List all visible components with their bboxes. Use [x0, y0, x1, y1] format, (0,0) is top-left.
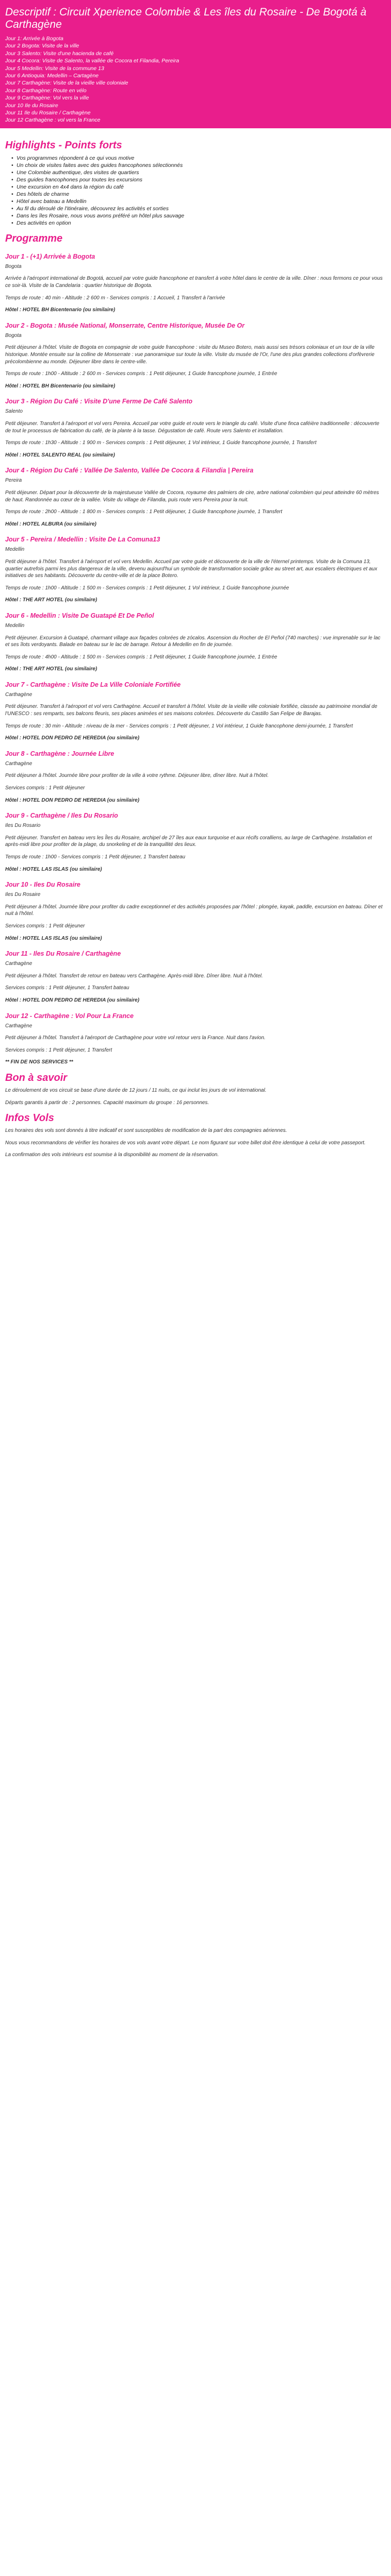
itinerary-summary-item: Jour 4 Cocora: Visite de Salento, la vallée de Cocora et Filandia, Pereira — [5, 58, 180, 64]
day-hotel: Hôtel : THE ART HOTEL (ou similaire) — [5, 666, 97, 672]
day-section — [5, 881, 386, 942]
day-section — [5, 322, 386, 390]
day-section — [5, 467, 386, 528]
day-title: Jour 2 - Bogota : Musée National, Monserrate, Centre Historique, Musée De Or — [5, 321, 245, 329]
itinerary-summary-item: Jour 12 Carthagène : vol vers la France — [5, 117, 101, 124]
day-title: Jour 8 - Carthagène : Journée Libre — [5, 750, 115, 757]
day-location: Iles Du Rosaire — [5, 892, 41, 898]
day-meta: Temps de route : 1h00 - Altitude : 2 600 m - Services compris : 1 Petit déjeuner, 1 Guide francophone journée, 1 Entrée — [5, 371, 278, 377]
itinerary-summary-item: Jour 7 Carthagène: Visite de la vieille ville coloniale — [5, 80, 128, 87]
day-description: Petit déjeuner. Départ pour la découverte de la majestueuse Vallée de Cocora, royaume des palmiers de cire, arbre national colombien qui peut atteindre 60 mètres de haut. Randonnée au cœur de la vallée. Visite du village de Filandia, puis route vers Pereira pour la nuit. — [5, 489, 379, 503]
day-hotel: ** FIN DE NOS SERVICES ** — [5, 1059, 73, 1065]
day-location: Medellin — [5, 622, 25, 629]
day-meta: Temps de route : 1h00 - Altitude : 1 500 m - Services compris : 1 Petit déjeuner, 1 Vol intérieur, 1 Guide francophone journée — [5, 585, 289, 591]
day-title: Jour 3 - Région Du Café : Visite D'une Ferme De Café Salento — [5, 398, 193, 405]
day-description: Petit déjeuner. Transfert à l'aéroport et vol vers Pereira. Accueil par votre guide et route vers le triangle du café. Visite d'une finca caféière traditionnelle : découverte de tout le processus de fabrication du café, de la plante à la tasse. Dégustation de café. Route vers Salento et installation. — [5, 421, 380, 434]
day-section — [5, 950, 386, 1004]
programme-days — [5, 253, 386, 1066]
itinerary-summary-item: Jour 11 Ile du Rosaire / Carthagène — [5, 110, 91, 116]
itinerary-summary-item: Jour 1: Arrivée à Bogota — [5, 36, 63, 42]
highlight-item: • Vos programmes répondent à ce qui vous motive — [11, 155, 386, 162]
day-hotel: Hôtel : HOTEL BH Bicentenario (ou similaire) — [5, 383, 116, 389]
itinerary-summary-item: Jour 8 Carthagène: Route en vélo — [5, 87, 87, 94]
itinerary-summary-list — [5, 35, 386, 124]
highlights-title: Highlights - Points forts — [5, 139, 122, 151]
day-title: Jour 9 - Carthagène / Iles Du Rosario — [5, 812, 118, 820]
day-meta: Temps de route : 1h00 - Services compris : 1 Petit déjeuner, 1 Transfert bateau — [5, 854, 186, 860]
bon-a-savoir-paragraph: Le déroulement de vos circuit se base d'une durée de 12 jours / 11 nuits, ce qui inclut les jours de vol international. — [5, 1087, 267, 1093]
day-section — [5, 612, 386, 673]
day-hotel: Hôtel : HOTEL ALBURA (ou similaire) — [5, 521, 96, 527]
programme-title: Programme — [5, 232, 63, 244]
day-location: Iles Du Rosario — [5, 823, 41, 829]
day-location: Carthagène — [5, 1023, 32, 1029]
day-hotel: Hôtel : HOTEL DON PEDRO DE HEREDIA (ou similaire) — [5, 735, 140, 741]
day-hotel: Hôtel : HOTEL LAS ISLAS (ou similaire) — [5, 935, 102, 941]
day-hotel: Hôtel : HOTEL LAS ISLAS (ou similaire) — [5, 866, 102, 872]
infos-vols-paragraph: Les horaires des vols sont donnés à titre indicatif et sont susceptibles de modification de la part des compagnies aériennes. — [5, 1128, 287, 1134]
day-location: Pereira — [5, 478, 22, 484]
bon-a-savoir-paragraph: Départs garantis à partir de : 2 personnes. Capacité maximum du groupe : 16 personnes. — [5, 1099, 209, 1106]
day-location: Carthagène — [5, 691, 32, 698]
day-meta: Services compris : 1 Petit déjeuner — [5, 923, 85, 929]
day-description: Petit déjeuner à l'hôtel. Journée libre pour profiter du cadre exceptionnel et des activités proposées par l'hôtel : plongée, kayak, paddle, excursion en bateau. Dîner et nuit à l'hôtel. — [5, 904, 383, 917]
day-description: Petit déjeuner à l'hôtel. Transfert à l'aéroport et vol vers Medellin. Accueil par votre guide et découverte de la ville de l'éternel printemps. Visite de la Comuna 13, quartier autrefois parmi les plus dangereux de la ville, devenu aujourd'hui un symbole de transformation sociale grâce au street art, aux escaliers électriques et aux initiatives de ses habitants. Découverte du centre-ville et de la place Botero. — [5, 558, 378, 579]
day-description: Arrivée à l'aéroport international de Bogotá, accueil par votre guide francophone et transfert à votre hôtel dans le centre de la ville. Dîner : nous fermons ce pour vous ce soir-là. Visite de la Candelaria : quartier historique de Bogota. — [5, 276, 383, 289]
highlight-item: • Hôtel avec bateau a Medellin — [11, 198, 386, 205]
day-title: Jour 12 - Carthagène : Vol Pour La France — [5, 1012, 134, 1020]
day-title: Jour 4 - Région Du Café : Vallée De Salento, Vallée De Cocora & Filandia | Pereira — [5, 467, 254, 474]
day-hotel: Hôtel : HOTEL BH Bicentenario (ou similaire) — [5, 307, 116, 313]
highlight-item: • Une Colombie authentique, des visites de quartiers — [11, 169, 386, 176]
page-title: Descriptif : Circuit Xperience Colombie & Les îles du Rosaire - De Bogotá à Carthagène — [5, 6, 367, 30]
highlight-item: • Une excursion en 4x4 dans la région du café — [11, 183, 386, 191]
itinerary-summary-item: Jour 9 Carthagène: Vol vers la ville — [5, 95, 89, 101]
day-hotel: Hôtel : HOTEL DON PEDRO DE HEREDIA (ou similaire) — [5, 797, 140, 803]
highlight-item: • Des activités en option — [11, 219, 386, 227]
highlights-list — [5, 155, 386, 227]
day-section — [5, 812, 386, 873]
day-description: Petit déjeuner à l'hôtel. Transfert à l'aéroport de Carthagène pour votre vol retour vers la France. Nuit dans l'avion. — [5, 1035, 266, 1041]
day-meta: Services compris : 1 Petit déjeuner, 1 Transfert bateau — [5, 985, 129, 991]
day-section — [5, 398, 386, 459]
day-meta: Services compris : 1 Petit déjeuner — [5, 785, 85, 791]
hero-banner — [0, 0, 391, 128]
day-description: Petit déjeuner. Transfert en bateau vers les Îles du Rosaire, archipel de 27 îles aux eaux turquoise et aux récifs coralliens, au large de Carthagène. Installation et après-midi libre pour profiter de la plage, du snorkeling et de la tranquillité des lieux. — [5, 835, 372, 848]
day-location: Medellin — [5, 547, 25, 553]
day-meta: Temps de route : 2h00 - Altitude : 1 800 m - Services compris : 1 Petit déjeuner, 1 Guide francophone journée, 1 Transfert — [5, 509, 283, 515]
day-description: Petit déjeuner. Transfert à l'aéroport et vol vers Carthagène. Accueil et transfert à l'hôtel. Visite de la vieille ville coloniale fortifiée, classée au patrimoine mondial de l'UNESCO : ses remparts, ses balcons fleuris, ses places animées et ses maisons colorées. Découverte du Castillo San Felipe de Barajas. — [5, 704, 378, 717]
day-location: Bogota — [5, 332, 22, 338]
highlight-item: • Des hôtels de charme — [11, 191, 386, 198]
itinerary-summary-item: Jour 2 Bogota: Visite de la ville — [5, 43, 79, 49]
day-meta: Services compris : 1 Petit déjeuner, 1 Transfert — [5, 1047, 112, 1053]
day-title: Jour 11 - Iles Du Rosaire / Carthagène — [5, 950, 121, 958]
infos-vols-title: Infos Vols — [5, 1112, 54, 1124]
bon-a-savoir-title: Bon à savoir — [5, 1072, 68, 1083]
day-hotel: Hôtel : HOTEL SALENTO REAL (ou similaire) — [5, 452, 115, 458]
highlight-item: • Dans les îles Rosaire, nous vous avons préféré un hôtel plus sauvage — [11, 212, 386, 219]
day-section — [5, 536, 386, 604]
day-section — [5, 1012, 386, 1066]
day-title: Jour 6 - Medellin : Visite De Guatapé Et De Peñol — [5, 612, 154, 619]
highlight-item: • Au fil du déroulé de l'itinéraire, découvrez les activités et sorties — [11, 205, 386, 212]
day-meta: Temps de route : 30 min - Altitude : niveau de la mer - Services compris : 1 Petit déjeuner, 1 Vol intérieur, 1 Guide francophone demi-journée, 1 Transfert — [5, 723, 353, 729]
itinerary-summary-item: Jour 6 Antioquia: Medellin – Cartagène — [5, 73, 99, 79]
infos-vols-paragraph: La confirmation des vols intérieurs est soumise à la disponibilité au moment de la réservation. — [5, 1152, 219, 1158]
day-hotel: Hôtel : THE ART HOTEL (ou similaire) — [5, 597, 97, 603]
itinerary-summary-item: Jour 10 Ile du Rosaire — [5, 102, 58, 109]
main-content — [0, 128, 391, 1159]
day-hotel: Hôtel : HOTEL DON PEDRO DE HEREDIA (ou similaire) — [5, 997, 140, 1003]
day-title: Jour 5 - Pereira / Medellin : Visite De La Comuna13 — [5, 536, 160, 544]
day-meta: Temps de route : 40 min - Altitude : 2 600 m - Services compris : 1 Accueil, 1 Transfert à l'arrivée — [5, 295, 225, 301]
day-location: Salento — [5, 409, 23, 415]
day-title: Jour 10 - Iles Du Rosaire — [5, 881, 80, 889]
day-section — [5, 253, 386, 314]
bon-a-savoir-body — [5, 1087, 386, 1106]
day-location: Carthagène — [5, 760, 32, 767]
itinerary-summary-item: Jour 3 Salento: Visite d'une hacienda de café — [5, 50, 114, 57]
day-location: Bogota — [5, 263, 22, 269]
infos-vols-body — [5, 1127, 386, 1159]
day-description: Petit déjeuner à l'hôtel. Visite de Bogota en compagnie de votre guide francophone : visite du Museo Botero, mais aussi ses trésors coloniaux et un tour de la ville historique. Montée ensuite sur la colline de Monserrate : vue panoramique sur toute la ville. Visite du musée de l'Or, l'une des plus grandes collections d'orfèvrerie précolombienne au monde. Déjeuner libre dans le centre-ville. — [5, 345, 375, 365]
highlight-item: • Un choix de visites faites avec des guides francophones sélectionnés — [11, 162, 386, 169]
day-description: Petit déjeuner à l'hôtel. Transfert de retour en bateau vers Carthagène. Après-midi libre. Dîner libre. Nuit à l'hôtel. — [5, 973, 263, 979]
day-section — [5, 681, 386, 742]
day-description: Petit déjeuner. Excursion à Guatapé, charmant village aux façades colorées de zócalos. Ascension du Rocher de El Peñol (740 marches) : vue imprenable sur le lac et ses îlots verdoyants. Balade en bateau sur le lac de barrage. Retour à Medellin en fin de journée. — [5, 635, 381, 648]
page — [0, 0, 391, 1159]
itinerary-summary-item: Jour 5 Medellin: Visite de la commune 13 — [5, 65, 104, 72]
day-meta: Temps de route : 4h00 - Altitude : 1 500 m - Services compris : 1 Petit déjeuner, 1 Guide francophone journée, 1 Entrée — [5, 654, 278, 660]
day-description: Petit déjeuner à l'hôtel. Journée libre pour profiter de la ville à votre rythme. Déjeuner libre, dîner libre. Nuit à l'hôtel. — [5, 773, 269, 779]
day-title: Jour 1 - (+1) Arrivée à Bogota — [5, 252, 95, 260]
day-section — [5, 750, 386, 804]
day-title: Jour 7 - Carthagène : Visite De La Ville Coloniale Fortifiée — [5, 681, 181, 688]
infos-vols-paragraph: Nous vous recommandons de vérifier les horaires de vos vols avant votre départ. Le nom figurant sur votre billet doit être identique à celui de votre passeport. — [5, 1140, 366, 1146]
day-location: Carthagène — [5, 961, 32, 967]
day-meta: Temps de route : 1h30 - Altitude : 1 900 m - Services compris : 1 Petit déjeuner, 1 Vol intérieur, 1 Guide francophone journée, 1 Transfert — [5, 440, 317, 446]
highlight-item: • Des guides francophones pour toutes les excursions — [11, 176, 386, 183]
